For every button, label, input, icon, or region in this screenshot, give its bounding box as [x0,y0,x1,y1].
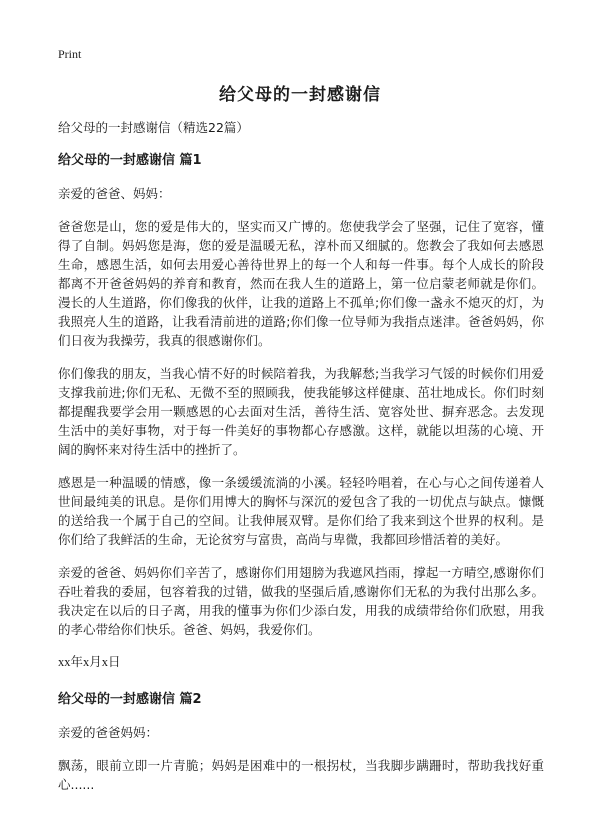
article1-paragraph: 你们像我的朋友，当我心情不好的时候陪着我，为我解愁;当我学习气馁的时候你们用爱支撑我前进;你们无私、无微不至的照顾我，使我能够这样健康、茁壮地成长。你们时刻都提醒我要学会用一颗感恩的心去面对生活，善待生活、宽容处世、摒弃恶念。去发现生活中的美好事物，对于每一件美好的事物都心存感激。这样，就能以坦荡的心境、开阔的胸怀来对待生活中的挫折了。 [58,366,544,457]
article2-paragraph: 飘荡，眼前立即一片青脆；妈妈是困难中的一根拐杖，当我脚步蹒跚时，帮助我找好重心...... [58,758,544,792]
print-label[interactable]: Print [58,47,82,61]
article2-heading: 给父母的一封感谢信 篇2 [58,692,202,707]
article1-greeting: 亲爱的爸爸、妈妈： [58,186,171,201]
article1-date: xx年x月x日 [58,655,121,669]
article1-paragraph: 感恩是一种温暖的情感，像一条缓缓流淌的小溪。轻轻吟唱着，在心与心之间传递着人世间最纯美的讯息。是你们用博大的胸怀与深沉的爱包含了我的一切优点与缺点。慷慨的送给我一个属于自己的空间。让我伸展双臂。是你们给了我来到这个世界的权利。是你们给了我鲜活的生命，无论贫穷与富贵，高尚与卑微，我都回珍惜活着的美好。 [58,475,544,547]
article1-paragraph: 亲爱的爸爸、妈妈你们辛苦了，感谢你们用翅膀为我遮风挡雨，撑起一方晴空,感谢你们吞吐着我的委屈，包容着我的过错，做我的坚强后盾,感谢你们无私的为我付出那么多。我决定在以后的日子离，用我的懂事为你们少添白发，用我的成绩带给你们欣慰，用我的孝心带给你们快乐。爸爸、妈妈，我爱你们。 [58,565,544,637]
article1-heading: 给父母的一封感谢信 篇1 [58,153,202,168]
document-body [58,118,544,794]
article1-paragraph: 爸爸您是山，您的爱是伟大的，坚实而又广博的。您使我学会了坚强，记住了宽容，懂得了自制。妈妈您是海，您的爱是温暖无私，淳朴而又细腻的。您教会了我如何去感恩生命，感恩生活，如何去用爱心善待世界上的每一个人和每一件事。每个人成长的阶段都离不开爸爸妈妈的养育和教育，然而在我人生的道路上，第一位启蒙老师就是你们。漫长的人生道路，你们像我的伙伴，让我的道路上不孤单;你们像一盏永不熄灭的灯，为我照亮人生的道路，让我看清前进的道路;你们像一位导师为我指点迷津。爸爸妈妈，你们日夜为我操劳，我真的很感谢你们。 [58,219,544,348]
document-subtitle: 给父母的一封感谢信（精选22篇） [58,120,249,135]
page-title: 给父母的一封感谢信 [219,85,381,105]
article2-greeting: 亲爱的爸爸妈妈： [58,725,159,740]
